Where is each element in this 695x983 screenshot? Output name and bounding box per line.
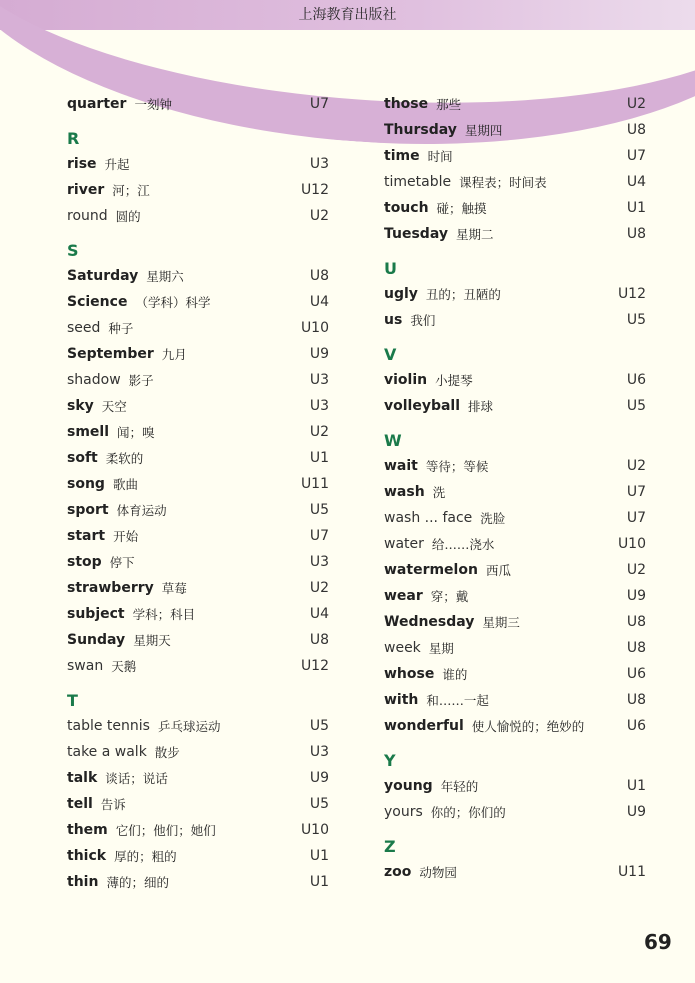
glossary-entry [67,869,329,895]
glossary-entry [384,557,646,583]
entry-word: sky [67,398,94,414]
entry-translation: 谁的 [442,667,468,682]
entry-word: seed [67,320,101,336]
entry-unit: U5 [626,398,646,414]
entry-unit: U1 [309,874,329,890]
entry-unit: U12 [300,182,329,198]
glossary-entry [67,575,329,601]
glossary-entry [67,341,329,367]
glossary-entry [384,307,646,333]
entry-unit: U3 [309,156,329,172]
entry-unit: U6 [626,718,646,734]
entry-word: those [384,96,429,112]
entry-translation: 动物园 [419,865,457,880]
entry-translation: 和……一起 [426,693,489,708]
entry-translation: 歌曲 [112,477,138,492]
letter-heading: S [67,240,79,260]
entry-translation: 星期六 [146,269,184,284]
glossary-entry [384,687,646,713]
entry-unit: U7 [626,484,646,500]
entry-unit: U8 [309,268,329,284]
entry-word: Wednesday [384,614,475,630]
glossary-entry [67,523,329,549]
glossary-entry [384,635,646,661]
entry-unit: U9 [309,770,329,786]
glossary-entry [67,393,329,419]
glossary-entry [67,739,329,765]
entry-word: Sunday [67,632,126,648]
entry-translation: 开始 [113,529,139,544]
glossary-entry [384,393,646,419]
entry-unit: U6 [626,666,646,682]
entry-word: stop [67,554,102,570]
entry-word: time [384,148,420,164]
entry-word: water [384,536,424,552]
entry-translation: 圆的 [115,209,141,224]
entry-word: strawberry [67,580,154,596]
entry-translation: 散步 [154,745,180,760]
glossary-entry [67,419,329,445]
entry-word: song [67,476,105,492]
glossary-entry [67,549,329,575]
entry-word: Thursday [384,122,457,138]
entry-unit: U2 [309,580,329,596]
entry-word: violin [384,372,428,388]
entry-word: them [67,822,108,838]
entry-translation: 天空 [101,399,127,414]
entry-unit: U9 [626,588,646,604]
glossary-entry [67,713,329,739]
entry-word: wash ... face [384,510,473,526]
glossary-entry [384,609,646,635]
entry-unit: U3 [309,554,329,570]
entry-translation: 我们 [410,313,436,328]
entry-unit: U4 [309,606,329,622]
entry-translation: 使人愉悦的；绝妙的 [471,719,585,734]
entry-translation: 草莓 [161,581,187,596]
entry-word: start [67,528,106,544]
entry-translation: 乒乓球运动 [157,719,221,734]
entry-translation: 给……浇水 [431,537,495,552]
entry-translation: 那些 [436,97,462,112]
entry-translation: 洗 [432,485,446,500]
glossary-column-right [384,91,646,885]
glossary-entry [67,367,329,393]
entry-unit: U6 [626,372,646,388]
entry-unit: U7 [309,96,329,112]
entry-unit: U11 [617,864,646,880]
entry-word: smell [67,424,110,440]
entry-word: Tuesday [384,226,448,242]
glossary-entry [67,471,329,497]
glossary-entry [67,601,329,627]
letter-heading: Z [384,836,396,856]
glossary-entry [67,263,329,289]
glossary-entry [384,91,646,117]
entry-word: tell [67,796,93,812]
entry-translation: 升起 [104,157,130,172]
entry-unit: U7 [626,510,646,526]
entry-word: us [384,312,403,328]
letter-heading: T [67,690,78,710]
entry-word: river [67,182,105,198]
letter-heading: R [67,128,80,148]
glossary-entry [67,151,329,177]
entry-word: talk [67,770,98,786]
entry-word: soft [67,450,98,466]
entry-unit: U12 [617,286,646,302]
entry-unit: U1 [309,450,329,466]
entry-word: with [384,692,419,708]
letter-heading: V [384,344,397,364]
entry-word: Saturday [67,268,139,284]
entry-word: September [67,346,154,362]
entry-unit: U9 [626,804,646,820]
entry-word: round [67,208,108,224]
glossary-entry [384,221,646,247]
entry-unit: U5 [309,796,329,812]
entry-translation: 星期三 [482,615,520,630]
entry-unit: U11 [300,476,329,492]
glossary-entry [67,497,329,523]
glossary-entry [384,169,646,195]
glossary-entry [67,289,329,315]
entry-translation: 课程表；时间表 [459,175,547,190]
entry-word: zoo [384,864,412,880]
entry-unit: U2 [626,96,646,112]
entry-word: subject [67,606,125,622]
entry-word: yours [384,804,423,820]
entry-unit: U10 [300,320,329,336]
entry-translation: 九月 [161,347,187,362]
glossary-entry [67,817,329,843]
entry-translation: 星期天 [133,633,171,648]
glossary-entry [384,859,646,885]
entry-translation: 种子 [108,321,134,336]
entry-translation: 西瓜 [485,563,511,578]
entry-unit: U3 [309,744,329,760]
entry-translation: 它们；他们；她们 [115,823,216,838]
entry-translation: 年轻的 [440,779,479,794]
glossary-entry [67,653,329,679]
entry-word: quarter [67,96,127,112]
glossary-entry [384,583,646,609]
entry-unit: U8 [626,692,646,708]
entry-unit: U1 [309,848,329,864]
entry-unit: U8 [626,122,646,138]
entry-unit: U5 [309,718,329,734]
glossary-entry [384,713,646,739]
entry-unit: U7 [309,528,329,544]
entry-translation: 学科；科目 [132,607,196,622]
entry-translation: 星期二 [455,227,494,242]
glossary-entry [67,315,329,341]
entry-word: thick [67,848,107,864]
entry-word: volleyball [384,398,461,414]
entry-translation: 厚的；粗的 [114,849,177,864]
entry-word: whose [384,666,435,682]
letter-heading: U [384,258,397,278]
entry-word: Science [67,294,128,310]
glossary-entry [67,203,329,229]
glossary-entry [384,773,646,799]
glossary-entry [67,91,329,117]
entry-word: touch [384,200,429,216]
entry-translation: 时间 [427,149,453,164]
entry-translation: 碰；触摸 [436,201,487,216]
entry-translation: 柔软的 [105,451,144,466]
entry-unit: U3 [309,398,329,414]
entry-translation: 河；江 [112,183,150,198]
entry-unit: U1 [626,200,646,216]
entry-unit: U5 [626,312,646,328]
page-number: 69 [644,930,672,954]
entry-word: wonderful [384,718,464,734]
glossary-entry [67,791,329,817]
entry-unit: U8 [626,640,646,656]
glossary-entry [67,445,329,471]
glossary-entry [67,843,329,869]
entry-unit: U4 [626,174,646,190]
entry-translation: 洗脸 [480,511,506,526]
glossary-entry [67,765,329,791]
glossary-entry [67,627,329,653]
entry-translation: 丑的；丑陋的 [425,287,501,302]
entry-translation: 影子 [128,373,154,388]
entry-translation: 天鹅 [111,659,137,674]
entry-translation: 你的；你们的 [430,805,506,820]
entry-unit: U3 [309,372,329,388]
entry-unit: U2 [309,424,329,440]
glossary-entry [384,531,646,557]
entry-translation: （学科）科学 [135,295,211,310]
entry-unit: U8 [626,614,646,630]
glossary-entry [384,505,646,531]
entry-translation: 闻；嗅 [117,425,155,440]
entry-word: wait [384,458,418,474]
entry-word: young [384,778,433,794]
glossary-entry [384,117,646,143]
entry-translation: 告诉 [100,797,126,812]
entry-translation: 排球 [468,399,494,414]
glossary-entry [384,367,646,393]
entry-translation: 一刻钟 [134,97,172,112]
publisher-name: 上海教育出版社 [298,7,397,23]
entry-word: sport [67,502,109,518]
entry-translation: 小提琴 [435,373,473,388]
entry-unit: U9 [309,346,329,362]
entry-word: week [384,640,421,656]
glossary-entry [67,177,329,203]
entry-unit: U4 [309,294,329,310]
glossary-entry [384,195,646,221]
entry-unit: U2 [309,208,329,224]
entry-word: shadow [67,372,121,388]
glossary-column-left [67,91,329,895]
entry-unit: U7 [626,148,646,164]
glossary-entry [384,143,646,169]
entry-unit: U10 [617,536,646,552]
entry-word: timetable [384,174,452,190]
glossary-entry [384,661,646,687]
entry-unit: U12 [300,658,329,674]
glossary-entry [384,799,646,825]
glossary-entry [384,479,646,505]
entry-unit: U8 [309,632,329,648]
entry-translation: 星期 [428,641,454,656]
glossary-entry [384,281,646,307]
entry-translation: 等待；等候 [425,459,489,474]
entry-unit: U8 [626,226,646,242]
entry-word: take a walk [67,744,147,760]
entry-translation: 薄的；细的 [106,875,169,890]
entry-word: swan [67,658,104,674]
letter-heading: W [384,430,402,450]
letter-heading: Y [384,750,396,770]
entry-unit: U10 [300,822,329,838]
entry-unit: U2 [626,562,646,578]
entry-word: table tennis [67,718,150,734]
entry-unit: U5 [309,502,329,518]
entry-unit: U1 [626,778,646,794]
entry-word: rise [67,156,97,172]
entry-word: thin [67,874,99,890]
entry-translation: 谈话；说话 [105,771,168,786]
entry-word: ugly [384,286,418,302]
entry-translation: 体育运动 [116,503,167,518]
entry-translation: 星期四 [464,123,503,138]
entry-unit: U2 [626,458,646,474]
entry-word: wash [384,484,425,500]
glossary-entry [384,453,646,479]
entry-word: wear [384,588,423,604]
entry-word: watermelon [384,562,478,578]
entry-translation: 穿；戴 [430,589,469,604]
entry-translation: 停下 [109,555,135,570]
